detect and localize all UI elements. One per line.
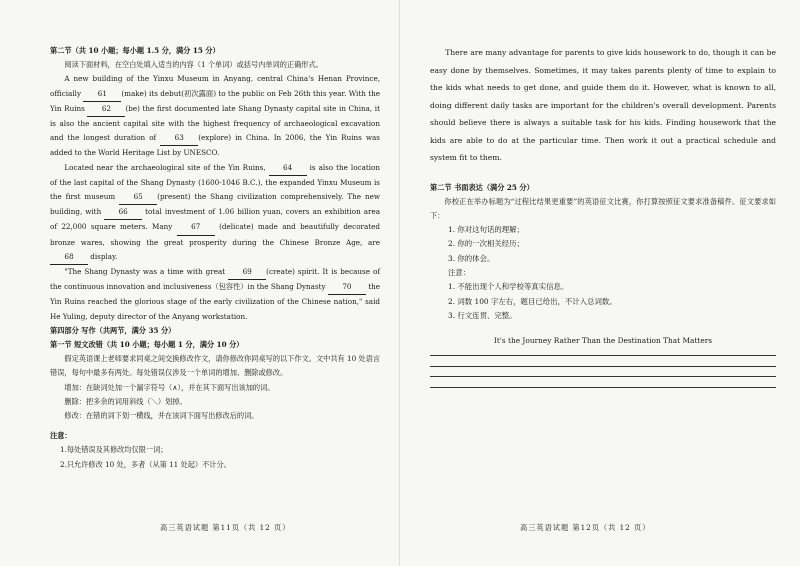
passage-text: (make) its debut(初次露面) to the public on Feb 26th this year. With the Yin Ruins	[50, 88, 380, 113]
passage-text: the Yin Ruins reached the glorious stage of the early civilization of the Chinese nation," said He Yuling, deputy director of the Anyang workstation.	[50, 282, 381, 321]
page-footer-11: 高三英语试题 第11页（共 12 页）	[160, 523, 291, 532]
passage-paragraph-3	[50, 265, 380, 324]
page-footer-12: 高三英语试题 第12页（共 12 页）	[520, 523, 651, 532]
blank-68: 68	[50, 250, 88, 265]
blank-61: 61	[83, 87, 121, 102]
passage-text: is also the location of the last capital of the Shang Dynasty (1600-1046 B.C.), the expanded Yinxu Museum is the first museum	[50, 162, 380, 202]
rule-add: 增加：在缺词处加一个漏字符号（∧），并在其下面写出该加的词。	[64, 382, 275, 392]
requirement-2: 2. 你的一次相关经历；	[448, 239, 524, 249]
section1-heading: 第一节 短文改错（共 10 小题；每小题 1 分，满分 10 分）	[50, 340, 244, 350]
passage-text: (be) the first documented late Shang Dynasty capital site in China, it is also the ancient capital site with the highest frequency of archaeological excavation and the longest duration of	[50, 103, 380, 143]
requirements-list	[430, 223, 776, 323]
note-label: 注意：	[448, 268, 471, 277]
passage-text: (present) the Shang civilization comprehensively. The new building, with	[50, 192, 380, 217]
passage-text: total investment of 1.06 billion yuan, covers an exhibition area of 22,000 square meters. Many	[50, 207, 380, 232]
blank-64: 64	[269, 161, 307, 176]
section2-heading: 第二节（共 10 小题；每小题 1.5 分，满分 15 分）	[50, 46, 220, 55]
answer-line	[430, 387, 776, 388]
passage-paragraph-2	[50, 161, 380, 265]
error-correction-essay: There are many advantage for parents to give kids housework to do, though it can be easy done by themselves. Sometimes, it may takes parents plenty of time to explain to the kids what needs to get done, and guide them do it. However, what is known to all, doing different daily tasks are important for the children's overall development. Parents should believe there is always a suitable task for his kids. Finding housework that the kids are able to do at the particular time. Then work it out a practical schedule and system fit to them.	[430, 48, 776, 162]
writing-section-heading: 第二节 书面表达（满分 25 分）	[430, 182, 534, 192]
blank-67: 67	[177, 220, 215, 235]
blank-63: 63	[160, 131, 198, 146]
passage-text: "The Shang Dynasty was a time with great	[64, 267, 229, 277]
requirement-1: 1. 你对这句话的理解；	[448, 225, 524, 235]
note-2: 2. 词数 100 字左右，题目已给出，不计入总词数。	[448, 296, 617, 306]
requirement-3: 3. 你的体会。	[448, 253, 495, 263]
passage-text: A new building of the Yinxu Museum in Anyang, central China's Henan Province, officially	[50, 74, 380, 98]
passage-text: Located near the archaeological site of the Yin Ruins,	[64, 162, 269, 172]
answer-line	[430, 355, 776, 356]
note-label: 注意：	[50, 431, 72, 441]
passage-paragraph-1	[50, 72, 380, 160]
writing-instructions: 你校正在举办标题为“过程比结果更重要”的英语征文比赛，你打算按照征文要求准备稿件。征文要求如下：	[430, 196, 776, 220]
right-page	[400, 0, 800, 566]
answer-line	[430, 366, 776, 367]
blank-65: 65	[119, 190, 157, 205]
rule-delete: 删除：把多余的词用斜线（＼）划掉。	[64, 396, 187, 406]
passage-text: (create) spirit. It is because of the continuous innovation and inclusiveness（包容性）in the Shang Dynasty	[50, 267, 380, 292]
blank-62: 62	[87, 102, 125, 117]
rule-modify: 修改：在错的词下划一横线，并在该词下面写出修改后的词。	[64, 411, 259, 421]
passage-text: (explore) in China. In 2006, the Yin Ruins was added to the World Heritage List by UNESCO.	[50, 133, 380, 158]
section1-instructions: 假定英语课上老师要求同桌之间交换修改作文，请你修改你同桌写的以下作文。文中共有 10 处语言错误，每句中最多有两处。每处错误仅涉及一个单词的增加、删除或修改。	[50, 354, 380, 378]
answer-line	[430, 376, 776, 377]
part4-heading: 第四部分 写作（共两节，满分 35 分）	[50, 325, 176, 335]
note-3: 3. 行文连贯、完整。	[448, 310, 517, 320]
blank-69: 69	[228, 265, 266, 280]
blank-70: 70	[328, 280, 366, 295]
passage-text: (delicate) made and beautifully decorated bronze wares, showing the great prosperity during the Chinese Bronze Age, are	[50, 222, 380, 247]
passage-text: display.	[88, 251, 118, 261]
section2-instructions: 阅读下面材料，在空白处填入适当的内容（1 个单词）或括号内单词的正确形式。	[64, 60, 323, 70]
note-2: 2.只允许修改 10 处，多者（从第 11 处起）不计分。	[60, 459, 231, 469]
blank-66: 66	[104, 205, 142, 220]
note-1: 1. 不能出现个人和学校等真实信息。	[448, 282, 569, 292]
answer-lines	[430, 355, 776, 388]
essay-title: It's the Journey Rather Than the Destination That Matters	[493, 336, 713, 346]
note-1: 1.每处错误及其修改均仅限一词；	[60, 445, 168, 455]
